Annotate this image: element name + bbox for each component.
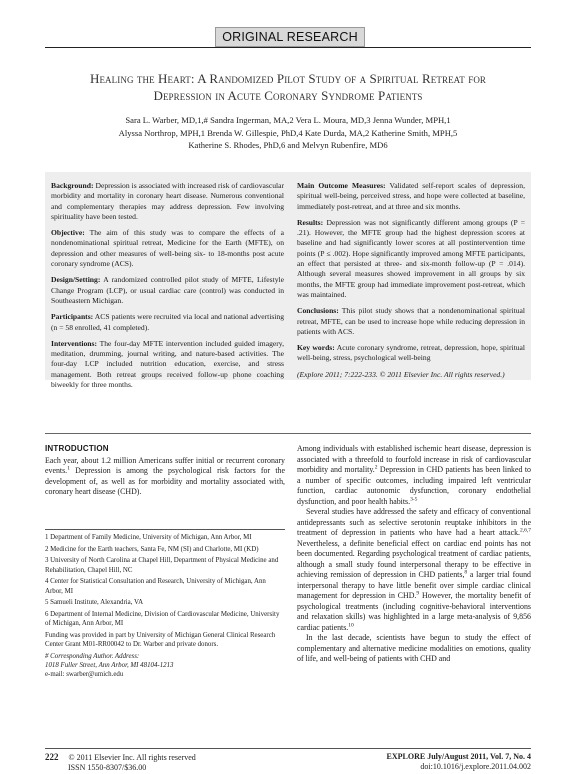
footer-right bbox=[300, 752, 531, 772]
affiliations-footnotes bbox=[45, 533, 285, 679]
body-paragraph-3: In the last decade, scientists have begun to study the effect of complementary and alternative medicine modalities on emotions, quality of life, and well-being of patients with CHD and bbox=[297, 633, 531, 663]
issn: ISSN 1550-8307/$36.00 bbox=[68, 763, 147, 772]
body-paragraph-1: Among individuals with established ischemic heart disease, depression is associated with a threefold to fourfold increase in risk of cardiovascular morbidity and mortality.$^2$ Depression in CHD patients has been linked to a number of specific outcomes, including impaired left ventricular function, cardiac autonomic dysfunction, coronary endothelial dysfunction, and poor health habits.$^{3-5}$ bbox=[297, 444, 531, 506]
article-title bbox=[45, 71, 531, 104]
body-paragraph-2: Several studies have addressed the safety and efficacy of conventional antidepressants such as selective serotonin reuptake inhibitors in the treatment of depression in patients who have had a heart attack.$^{2,6,7}$ Nevertheless, a definite beneficial effect on cardiac end points has not been documented. Regarding psychological treatment of cardiac patients, although a small study found interpersonal therapy to be effective in achieving remission of depression in CHD patients,$^8$ a larger trial found interpersonal therapy to have little benefit over simple cardiac clinical management for depression in CHD.$^9$ However, the mortality benefit of psychological treatments (including cognitive-behavioral interventions and relaxation skills) was highlighted in a large meta-analysis of 9,856 cardiac patients.$^{10}$ bbox=[297, 507, 531, 632]
doi[interactable]: doi:10.1016/j.explore.2011.04.002 bbox=[420, 762, 531, 771]
abstract-keywords: Key words: Acute coronary syndrome, retreat, depression, hope, spiritual well-being, stress, psychological well-being bbox=[297, 343, 525, 363]
abstract-right-column bbox=[297, 181, 525, 386]
abstract-objective: Objective: The aim of this study was to compare the effects of a nondenominational spiritual retreat, Medicine for the Earth (MFTE), on depression and other measures of well-being six- to 18-months post acute coronary syndrome (ACS). bbox=[51, 228, 284, 269]
body-right-column bbox=[297, 444, 531, 665]
footer-left bbox=[45, 752, 285, 773]
abstract-interventions: Interventions: The four-day MFTE intervention included guided imagery, meditation, drumming, journal writing, and nature-based activities. The four-day LCP included nutrition education, exercise, and stress management. Both retreat groups received follow-up phone coaching biweekly for three months. bbox=[51, 338, 284, 390]
funding-note: Funding was provided in part by University of Michigan General Clinical Research Center Grant M01-RR00042 to Dr. Warber and private donors. bbox=[45, 631, 276, 649]
body-left-column bbox=[45, 444, 285, 498]
journal-info: EXPLORE July/August 2011, Vol. 7, No. 4 bbox=[386, 752, 531, 761]
footnote-4: 4 Center for Statistical Consultation and Research, University of Michigan, Ann Arbor, MI bbox=[45, 578, 266, 595]
section-badge: ORIGINAL RESEARCH bbox=[215, 27, 365, 47]
abstract-outcomes: Main Outcome Measures: Validated self-report scales of depression, spiritual well-being, perceived stress, and hope were collected at baseline, immediately post-retreat, and at three and six months. bbox=[297, 181, 526, 211]
section-rule bbox=[45, 433, 531, 434]
footnote-5: 5 Samueli Institute, Alexandria, VA bbox=[45, 599, 144, 607]
abstract-participants: Participants: ACS patients were recruited via local and national advertising (n = 58 enrolled, 41 completed). bbox=[51, 312, 284, 332]
abstract-conclusions: Conclusions: This pilot study shows that a nondenominational spiritual retreat, MFTE, can be used to increase hope while reducing depression in patients with ACS. bbox=[297, 306, 525, 336]
footnote-1: 1 Department of Family Medicine, University of Michigan, Ann Arbor, MI bbox=[45, 534, 252, 541]
abstract-design: Design/Setting: A randomized controlled pilot study of MFTE, Lifestyle Change Program (LCP), or usual cardiac care (control) was conducted in Southeastern Michigan. bbox=[51, 275, 284, 305]
header-rule bbox=[45, 47, 531, 48]
corresponding-email[interactable]: e-mail: swarber@umich.edu bbox=[45, 671, 124, 679]
title-line-2: Depression in Acute Coronary Syndrome Patients bbox=[153, 87, 423, 103]
copyright: © 2011 Elsevier Inc. All rights reserved bbox=[68, 753, 196, 762]
author-line-2: Alyssa Northrop, MPH,1 Brenda W. Gillespie, PhD,4 Kate Durda, MA,2 Katherine Smith, MPH,5 bbox=[118, 127, 458, 138]
footnote-2: 2 Medicine for the Earth teachers, Santa Fe, NM (SI) and Charlotte, MI (KD) bbox=[45, 545, 259, 553]
corresponding-address: 1018 Fuller Street, Ann Arbor, MI 48104-1213 bbox=[45, 661, 174, 669]
footnote-rule bbox=[45, 529, 285, 530]
abstract-left-column bbox=[51, 181, 284, 396]
intro-paragraph: Each year, about 1.2 million Americans suffer initial or recurrent coronary events.$^1$ Depression is among the psychological risk factors for the development of, as well as for morbidity and mortality associated with, coronary heart disease (CHD). bbox=[45, 455, 285, 496]
abstract-citation: (Explore 2011; 7:222-233. © 2011 Elsevier Inc. All rights reserved.) bbox=[297, 369, 505, 379]
author-line-1: Sara L. Warber, MD,1,# Sandra Ingerman, MA,2 Vera L. Moura, MD,3 Jenna Wunder, MPH,1 bbox=[125, 115, 451, 125]
footnote-3: 3 University of North Carolina at Chapel Hill, Department of Physical Medicine and Rehabilitation, Chapel Hill, NC bbox=[45, 557, 279, 574]
abstract-background: Background: Depression is associated with increased risk of cardiovascular morbidity and mortality in coronary heart disease. Numerous conventional and complementary therapies may address depression. Few involving spirituality have been tested. bbox=[51, 181, 284, 221]
abstract-results: Results: Depression was not significantly different among groups (P = .21). However, the MFTE group had the highest depression scores at baseline and had significantly lower scores at all postintervention time points (P ≤ .002). Hope significantly improved among MFTE participants, an effect that persisted at three- and six-month follow-up (P = .014). Although several measures showed improvement in all groups by six months, the MFTE group had immediate improvement post-retreat, which was maintained. bbox=[297, 217, 526, 299]
footer-rule bbox=[45, 748, 531, 749]
author-line-3: Katherine S. Rhodes, PhD,6 and Melvyn Rubenfire, MD6 bbox=[188, 140, 388, 150]
title-line-1: Healing the Heart: A Randomized Pilot Study of a Spiritual Retreat for bbox=[89, 71, 487, 86]
intro-heading: INTRODUCTION bbox=[45, 444, 109, 453]
page-number: 222 bbox=[45, 752, 59, 762]
corresponding-author-label: # Corresponding Author. Address: bbox=[45, 652, 140, 660]
author-list bbox=[60, 114, 516, 152]
footnote-6: 6 Department of Internal Medicine, Division of Cardiovascular Medicine, University of Michigan, Ann Arbor, MI bbox=[45, 610, 280, 628]
